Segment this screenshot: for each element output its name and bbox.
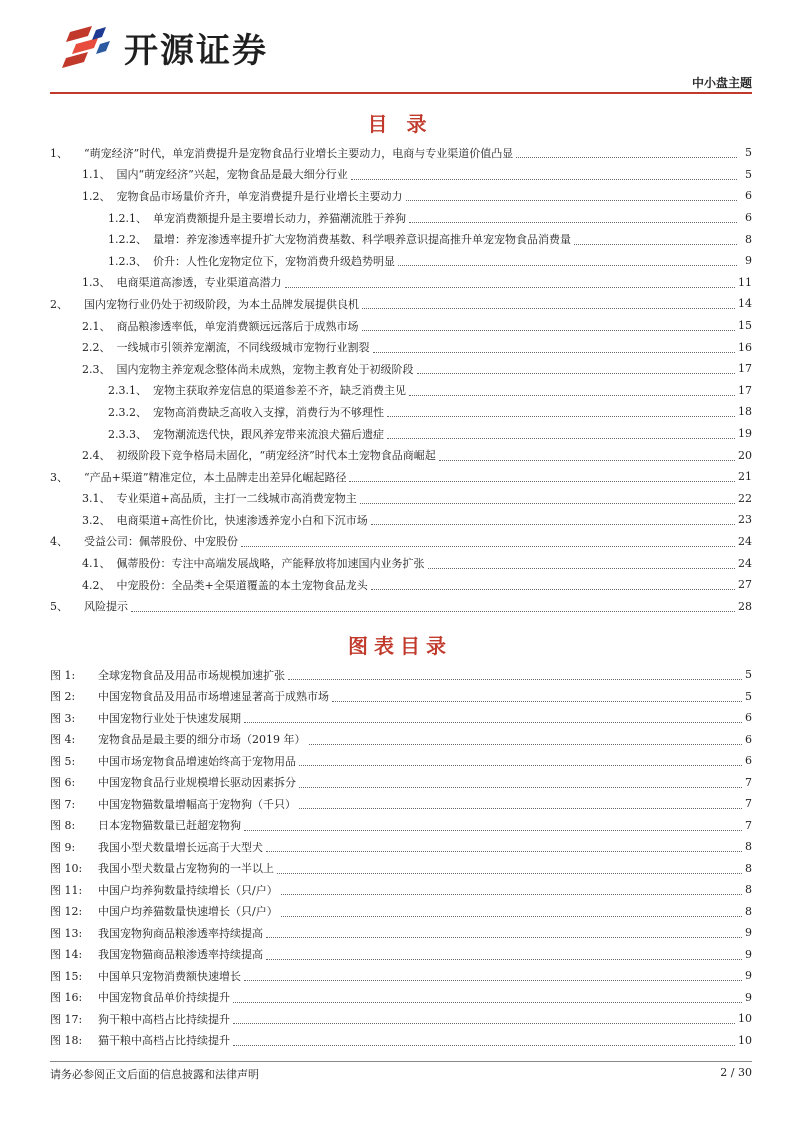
toc-leader-dots [428,558,736,569]
toc-leader-dots [406,190,738,201]
toc-entry-number: 4、 [50,535,68,549]
toc-entry[interactable] [50,358,752,380]
figure-entry-title: 中国宠物食品及用品市场增速显著高于成熟市场 [98,690,329,704]
toc-entry[interactable] [50,488,752,510]
toc-entry[interactable] [50,531,752,553]
toc-entry-page: 28 [738,599,752,613]
figure-entry-number: 图 8: [50,819,76,833]
toc-entry[interactable] [50,552,752,574]
figure-list [50,664,752,1051]
figure-leader-dots [244,712,742,723]
figure-entry[interactable] [50,1008,752,1030]
toc-entry-title: 风险提示 [84,600,128,614]
toc-entry-number: 2.3、 [82,362,111,376]
toc-entry-title: 受益公司：佩蒂股份、中宠股份 [84,535,238,549]
figure-leader-dots [277,863,742,874]
toc-entry-number: 2.4、 [82,449,111,463]
toc-entry[interactable] [50,185,752,207]
toc-entry-page: 23 [738,513,752,527]
figure-entry[interactable] [50,901,752,923]
figure-entry-title: 全球宠物食品及用品市场规模加速扩张 [98,668,285,682]
toc-entry-title: 宠物潮流迭代快，跟风养宠带来流浪犬猫后遗症 [153,427,384,441]
toc-entry-number: 3.2、 [82,513,111,527]
page-number: 2 / 30 [720,1066,752,1079]
toc-entry-title: “产品+渠道”精准定位，本土品牌走出差异化崛起路径 [84,470,347,484]
figure-entry-number: 图 15: [50,969,83,983]
toc-leader-dots [398,255,737,266]
toc-leader-dots [371,514,735,525]
figure-entry-number: 图 1: [50,668,76,682]
figure-entry-page: 7 [745,797,752,811]
figure-leader-dots [309,734,743,745]
figure-entry-title: 宠物食品是最主要的细分市场（2019 年） [98,733,306,747]
toc-entry-page: 27 [738,578,752,592]
figure-leader-dots [332,691,742,702]
figure-entry-number: 图 3: [50,711,76,725]
figure-entry-number: 图 12: [50,905,83,919]
toc-leader-dots [362,298,735,309]
toc-entry[interactable] [50,423,752,445]
figure-leader-dots [299,777,742,788]
figure-entry[interactable] [50,793,752,815]
toc-entry-title: 国内宠物主养宠观念整体尚未成熟，宠物主教育处于初级阶段 [116,362,414,376]
toc-leader-dots [417,363,736,374]
figure-entry-number: 图 7: [50,797,76,811]
figure-entry-number: 图 9: [50,840,76,854]
figure-entry-page: 8 [745,883,752,897]
toc-entry-number: 1、 [50,146,68,160]
figure-leader-dots [233,1035,735,1046]
toc-entry[interactable] [50,336,752,358]
toc-entry-title: 宠物主获取养宠信息的渠道参差不齐，缺乏消费主见 [153,384,406,398]
toc-leader-dots [574,234,737,245]
figure-leader-dots [288,669,742,680]
figure-entry-number: 图 10: [50,862,83,876]
figure-entry[interactable] [50,836,752,858]
figure-entry-number: 图 5: [50,754,76,768]
toc-entry-number: 1.2.3、 [108,254,147,268]
toc-entry-number: 1.1、 [82,168,111,182]
figure-leader-dots [281,884,742,895]
figure-entry-number: 图 4: [50,733,76,747]
page-header [0,0,800,95]
toc-leader-dots [285,277,736,288]
toc-entry-page: 17 [738,362,752,376]
toc-entry[interactable] [50,595,752,617]
figure-entry-page: 7 [745,775,752,789]
figure-entry-page: 9 [745,990,752,1004]
toc-entry-page: 14 [738,297,752,311]
toc-leader-dots [241,536,735,547]
figure-entry-page: 9 [745,947,752,961]
figure-entry-number: 图 2: [50,690,76,704]
figure-entry-number: 图 14: [50,948,83,962]
toc-entry[interactable] [50,164,752,186]
toc-entry-title: 初级阶段下竞争格局未固化，“萌宠经济”时代本土宠物食品商崛起 [116,449,436,463]
toc-entry-title: “萌宠经济”时代，单宠消费提升是宠物食品行业增长主要动力，电商与专业渠道价值凸显 [84,146,514,160]
figure-entry[interactable] [50,987,752,1009]
toc-entry[interactable] [50,401,752,423]
figure-entry[interactable] [50,1030,752,1052]
toc-entry-page: 21 [738,470,752,484]
toc-entry-title: 中宠股份：全品类+全渠道覆盖的本土宠物食品龙头 [116,578,368,592]
toc-leader-dots [351,169,737,180]
figure-entry-page: 6 [745,711,752,725]
figure-entry-number: 图 17: [50,1012,83,1026]
figure-entry[interactable] [50,858,752,880]
toc-entry-page: 5 [745,167,752,181]
figure-leader-dots [266,949,742,960]
toc-entry[interactable] [50,380,752,402]
toc-leader-dots [439,450,735,461]
figure-entry-number: 图 6: [50,776,76,790]
figure-entry-page: 5 [745,689,752,703]
toc-leader-dots [360,493,735,504]
toc-entry-title: 商品粮渗透率低，单宠消费额远远落后于成熟市场 [116,319,359,333]
toc-entry-number: 4.1、 [82,557,111,571]
figure-entry-title: 中国单只宠物消费额快速增长 [98,969,241,983]
figure-entry-title: 狗干粮中高档占比持续提升 [98,1012,230,1026]
toc-entry-number: 4.2、 [82,578,111,592]
toc-leader-dots [349,471,735,482]
toc-leader-dots [387,428,735,439]
toc-entry-number: 2.3.1、 [108,384,147,398]
toc-entry-page: 15 [738,319,752,333]
toc-leader-dots [409,385,735,396]
figure-entry-title: 我国小型犬数量增长远高于大型犬 [98,840,263,854]
figure-entry-page: 9 [745,926,752,940]
toc-entry[interactable] [50,509,752,531]
toc-entry-number: 1.2、 [82,189,111,203]
figure-entry-title: 中国户均养狗数量持续增长（只/户） [98,883,278,897]
toc-leader-dots [516,147,737,158]
toc-entry[interactable] [50,250,752,272]
toc-entry[interactable] [50,315,752,337]
toc-entry-title: 国内宠物行业仍处于初级阶段，为本土品牌发展提供良机 [84,297,359,311]
toc-entry[interactable] [50,272,752,294]
toc-entry-page: 16 [738,340,752,354]
logo-mark-icon [62,22,114,72]
figure-entry-number: 图 16: [50,991,83,1005]
toc-entry-page: 8 [745,232,752,246]
figure-entry-number: 图 18: [50,1034,83,1048]
toc-leader-dots [387,406,735,417]
figures-heading: 图表目录 [348,634,452,658]
figure-leader-dots [299,755,742,766]
table-of-contents [50,142,752,617]
figure-entry-title: 中国宠物食品行业规模增长驱动因素拆分 [98,776,296,790]
toc-entry-page: 22 [738,491,752,505]
toc-leader-dots [409,212,737,223]
figure-leader-dots [266,927,742,938]
toc-entry[interactable] [50,444,752,466]
figure-entry-title: 中国宠物行业处于快速发展期 [98,711,241,725]
toc-entry-page: 20 [738,448,752,462]
toc-entry-number: 5、 [50,600,68,614]
toc-entry-number: 1.3、 [82,276,111,290]
toc-entry-page: 24 [738,534,752,548]
toc-entry-title: 价升：人性化宠物定位下，宠物消费升级趋势明显 [153,254,395,268]
header-divider [50,92,752,94]
toc-entry[interactable] [50,466,752,488]
figure-entry[interactable] [50,772,752,794]
figure-entry[interactable] [50,944,752,966]
toc-leader-dots [373,342,736,353]
figure-entry-page: 7 [745,818,752,832]
toc-entry-page: 9 [745,254,752,268]
toc-entry-page: 17 [738,383,752,397]
toc-entry-page: 6 [745,211,752,225]
toc-entry-title: 宠物高消费缺乏高收入支撑，消费行为不够理性 [153,405,384,419]
figure-leader-dots [281,906,742,917]
figure-entry-number: 图 11: [50,883,83,897]
figure-leader-dots [244,820,742,831]
toc-entry-number: 2.2、 [82,341,111,355]
figure-entry-title: 日本宠物猫数量已赶超宠物狗 [98,819,241,833]
toc-entry[interactable] [50,228,752,250]
figure-entry-title: 中国宠物猫数量增幅高于宠物狗（千只） [98,797,296,811]
toc-entry[interactable] [50,293,752,315]
figure-entry-title: 我国宠物狗商品粮渗透率持续提高 [98,926,263,940]
figure-entry-page: 10 [738,1033,752,1047]
report-category: 中小盘主题 [691,76,752,90]
toc-entry-page: 19 [738,427,752,441]
toc-entry-number: 2.3.3、 [108,427,147,441]
figure-leader-dots [299,798,742,809]
figure-entry-title: 中国宠物食品单价持续提升 [98,991,230,1005]
toc-entry-title: 电商渠道高渗透，专业渠道高潜力 [116,276,282,290]
toc-entry-page: 5 [745,146,752,160]
toc-entry-title: 佩蒂股份：专注中高端发展战略，产能释放将加速国内业务扩张 [116,557,425,571]
figure-leader-dots [266,841,742,852]
figure-entry-page: 6 [745,732,752,746]
company-logo [62,22,268,72]
figure-entry-page: 9 [745,969,752,983]
figure-entry-title: 猫干粮中高档占比持续提升 [98,1034,230,1048]
figure-entry[interactable] [50,879,752,901]
toc-leader-dots [362,320,736,331]
figure-entry-title: 中国市场宠物食品增速始终高于宠物用品 [98,754,296,768]
figure-entry[interactable] [50,686,752,708]
toc-entry-title: 宠物食品市场量价齐升，单宠消费提升是行业增长主要动力 [116,189,403,203]
toc-leader-dots [131,601,735,612]
toc-leader-dots [371,579,735,590]
figure-entry-page: 8 [745,861,752,875]
figure-entry-page: 10 [738,1012,752,1026]
toc-entry[interactable] [50,142,752,164]
toc-entry-number: 2.3.2、 [108,405,147,419]
toc-entry-number: 2、 [50,297,68,311]
figure-entry[interactable] [50,729,752,751]
footer-divider [50,1061,752,1062]
figure-entry-page: 8 [745,840,752,854]
figure-entry[interactable] [50,815,752,837]
figure-entry-page: 5 [745,668,752,682]
figure-entry[interactable] [50,664,752,686]
toc-entry-number: 1.2.1、 [108,211,147,225]
toc-entry-title: 单宠消费额提升是主要增长动力，养猫潮流胜于养狗 [153,211,406,225]
toc-entry-title: 国内“萌宠经济”兴起，宠物食品是最大细分行业 [116,168,348,182]
figure-entry[interactable] [50,965,752,987]
figure-leader-dots [244,970,742,981]
figure-entry[interactable] [50,922,752,944]
figure-entry[interactable] [50,750,752,772]
toc-entry-page: 11 [738,275,752,289]
toc-entry-page: 18 [738,405,752,419]
brand-name: 开源证券 [124,30,268,71]
toc-entry[interactable] [50,574,752,596]
toc-entry-number: 1.2.2、 [108,233,147,247]
toc-entry-page: 6 [745,189,752,203]
toc-entry-number: 3.1、 [82,492,111,506]
figure-leader-dots [233,1013,735,1024]
footer-disclaimer: 请务必参阅正文后面的信息披露和法律声明 [50,1068,259,1081]
figure-entry-title: 我国宠物猫商品粮渗透率持续提高 [98,948,263,962]
figure-leader-dots [233,992,742,1003]
toc-entry-page: 24 [738,556,752,570]
figure-entry-title: 我国小型犬数量占宠物狗的一半以上 [98,862,274,876]
toc-entry-title: 专业渠道+高品质，主打一二线城市高消费宠物主 [116,492,357,506]
toc-entry[interactable] [50,207,752,229]
figure-entry-page: 8 [745,904,752,918]
toc-entry-number: 2.1、 [82,319,111,333]
toc-heading: 目 录 [367,112,433,136]
toc-entry-title: 量增：养宠渗透率提升扩大宠物消费基数、科学喂养意识提高推升单宠宠物食品消费量 [153,233,571,247]
figure-entry-title: 中国户均养猫数量快速增长（只/户） [98,905,278,919]
figure-entry-number: 图 13: [50,926,83,940]
figure-entry[interactable] [50,707,752,729]
figure-entry-page: 6 [745,754,752,768]
toc-entry-title: 电商渠道+高性价比，快速渗透养宠小白和下沉市场 [116,513,368,527]
toc-entry-number: 3、 [50,470,68,484]
toc-entry-title: 一线城市引领养宠潮流，不同线级城市宠物行业割裂 [116,341,370,355]
